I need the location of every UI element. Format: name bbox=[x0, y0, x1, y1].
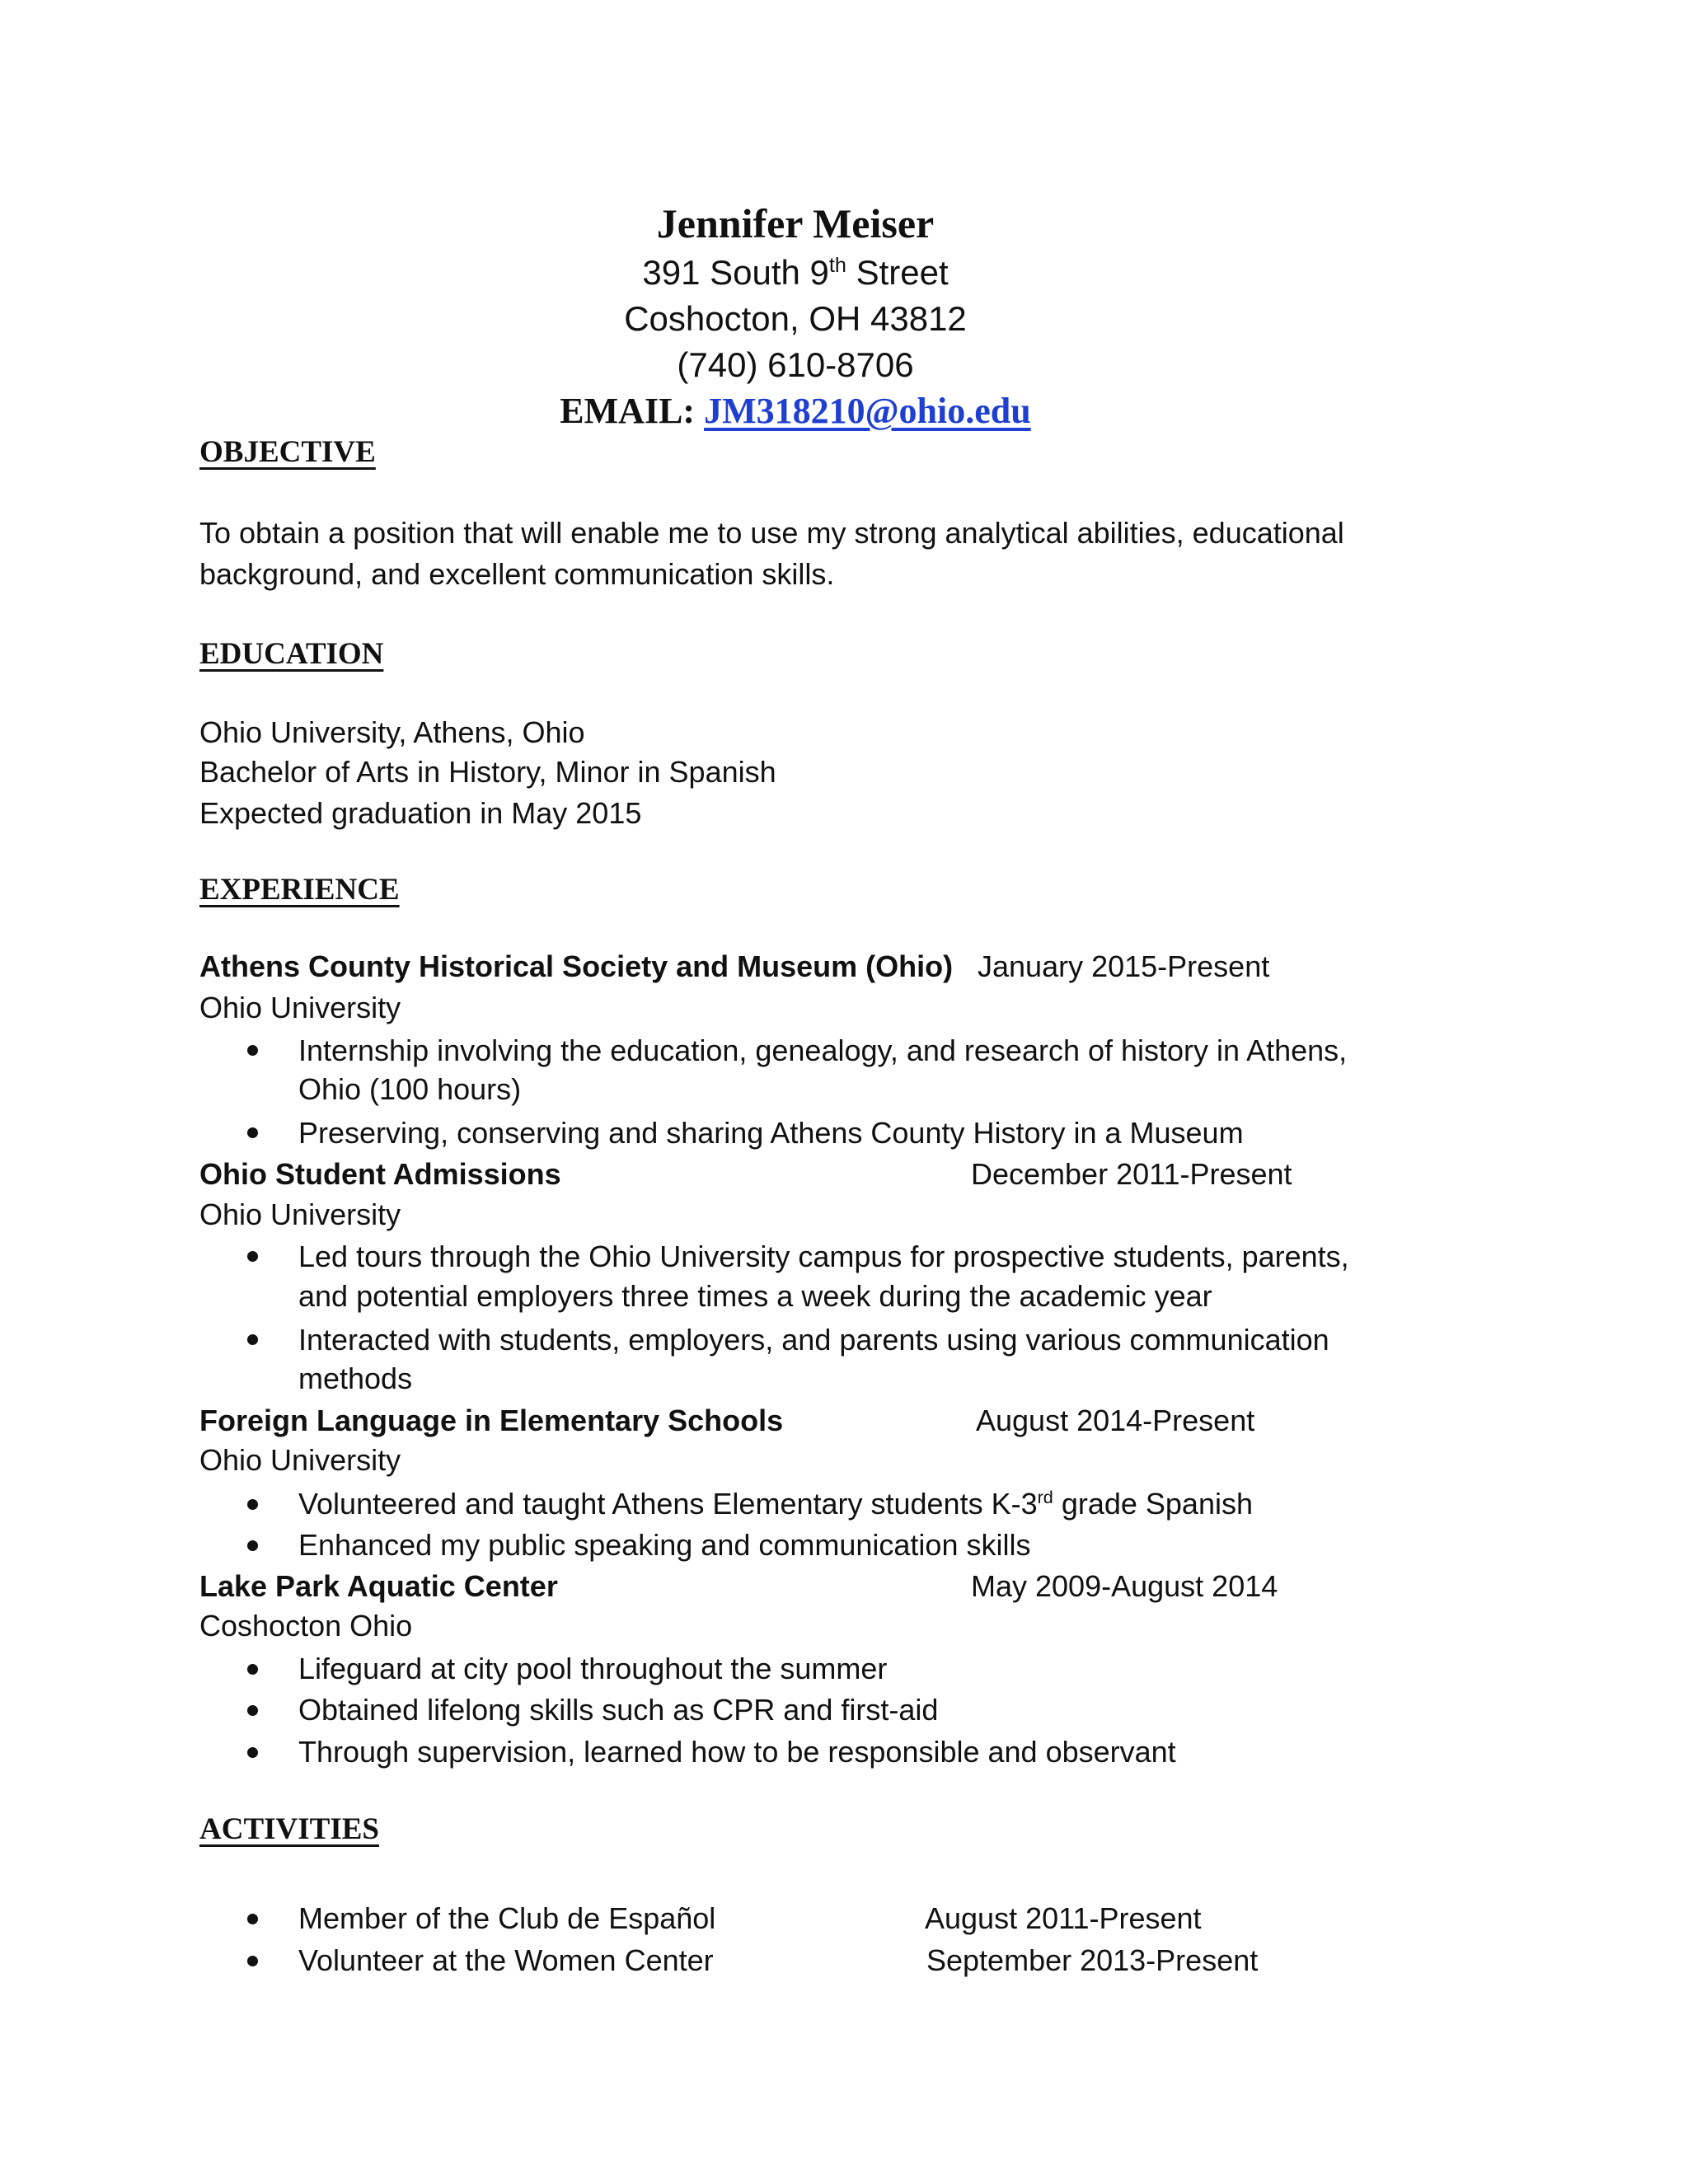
job-title: Foreign Language in Elementary Schools bbox=[199, 1404, 784, 1437]
job-bullet: Preserving, conserving and sharing Athens County History in a Museum bbox=[298, 1116, 1244, 1150]
bullet-icon bbox=[247, 1127, 258, 1138]
objective-heading: OBJECTIVE bbox=[199, 435, 376, 469]
education-heading: EDUCATION bbox=[199, 637, 384, 671]
grade-ordinal-suffix: rd bbox=[1037, 1487, 1053, 1507]
email-label: EMAIL: bbox=[560, 391, 705, 431]
activities-heading: ACTIVITIES bbox=[199, 1812, 379, 1846]
job-title: Ohio Student Admissions bbox=[199, 1157, 561, 1191]
bullet-icon bbox=[247, 1956, 258, 1966]
activity-dates: August 2011-Present bbox=[925, 1901, 1202, 1935]
education-school: Ohio University, Athens, Ohio bbox=[199, 715, 585, 749]
job-bullet bbox=[298, 1486, 1253, 1522]
education-degree: Bachelor of Arts in History, Minor in Spanish bbox=[199, 755, 776, 789]
job-bullet: Led tours through the Ohio University campus for prospective students, parents, bbox=[298, 1240, 1349, 1273]
job-bullet: Lifeguard at city pool throughout the summer bbox=[298, 1652, 888, 1685]
job-title: Lake Park Aquatic Center bbox=[199, 1569, 558, 1603]
activity-item: Volunteer at the Women Center bbox=[298, 1943, 714, 1977]
bullet-icon bbox=[247, 1914, 258, 1924]
job-bullet: Enhanced my public speaking and communication skills bbox=[298, 1528, 1031, 1562]
job-bullet-continuation: and potential employers three times a week during the academic year bbox=[298, 1279, 1212, 1313]
street-address bbox=[0, 251, 1591, 294]
bullet-icon bbox=[247, 1045, 258, 1056]
education-graduation: Expected graduation in May 2015 bbox=[199, 796, 642, 830]
job-dates: January 2015-Present bbox=[978, 949, 1270, 983]
job-bullet: Interacted with students, employers, and parents using various communication bbox=[298, 1323, 1329, 1357]
job-bullet-text: Volunteered and taught Athens Elementary students K-3 bbox=[298, 1487, 1038, 1521]
street-address-suffix: Street bbox=[846, 253, 949, 292]
job-bullet-continuation: methods bbox=[298, 1361, 413, 1395]
bullet-icon bbox=[247, 1747, 258, 1758]
job-bullet-text-suffix: grade Spanish bbox=[1053, 1487, 1253, 1521]
resume-name: Jennifer Meiser bbox=[656, 200, 935, 246]
job-dates: December 2011-Present bbox=[971, 1157, 1292, 1191]
bullet-icon bbox=[247, 1664, 258, 1675]
job-bullet: Internship involving the education, genealogy, and research of history in Athens, bbox=[298, 1033, 1348, 1067]
job-title: Athens County Historical Society and Museum (Ohio) bbox=[199, 949, 954, 983]
email-line bbox=[0, 389, 1591, 434]
job-dates: August 2014-Present bbox=[976, 1404, 1255, 1437]
bullet-icon bbox=[247, 1540, 258, 1551]
experience-heading: EXPERIENCE bbox=[199, 873, 400, 907]
bullet-icon bbox=[247, 1705, 258, 1716]
street-address-prefix: 391 South 9 bbox=[642, 253, 829, 292]
activity-item: Member of the Club de Español bbox=[298, 1901, 716, 1935]
job-organization: Coshocton Ohio bbox=[199, 1609, 413, 1643]
job-organization: Ohio University bbox=[199, 991, 401, 1024]
phone-number: (740) 610-8706 bbox=[677, 345, 914, 384]
job-bullet: Obtained lifelong skills such as CPR and first-aid bbox=[298, 1693, 939, 1727]
city-state-zip: Coshocton, OH 43812 bbox=[624, 299, 967, 338]
objective-line-1: To obtain a position that will enable me to use my strong analytical abilities, educational bbox=[199, 516, 1344, 550]
job-bullet: Through supervision, learned how to be responsible and observant bbox=[298, 1735, 1176, 1769]
bullet-icon bbox=[247, 1251, 258, 1262]
job-dates: May 2009-August 2014 bbox=[971, 1569, 1278, 1603]
email-link[interactable]: JM318210@ohio.edu bbox=[704, 391, 1031, 431]
bullet-icon bbox=[247, 1499, 258, 1510]
job-organization: Ohio University bbox=[199, 1197, 401, 1231]
job-bullet-continuation: Ohio (100 hours) bbox=[298, 1072, 522, 1106]
objective-line-2: background, and excellent communication skills. bbox=[199, 557, 835, 591]
activity-dates: September 2013-Present bbox=[926, 1943, 1259, 1977]
bullet-icon bbox=[247, 1334, 258, 1345]
street-ordinal-suffix: th bbox=[828, 254, 846, 277]
job-organization: Ohio University bbox=[199, 1443, 401, 1477]
